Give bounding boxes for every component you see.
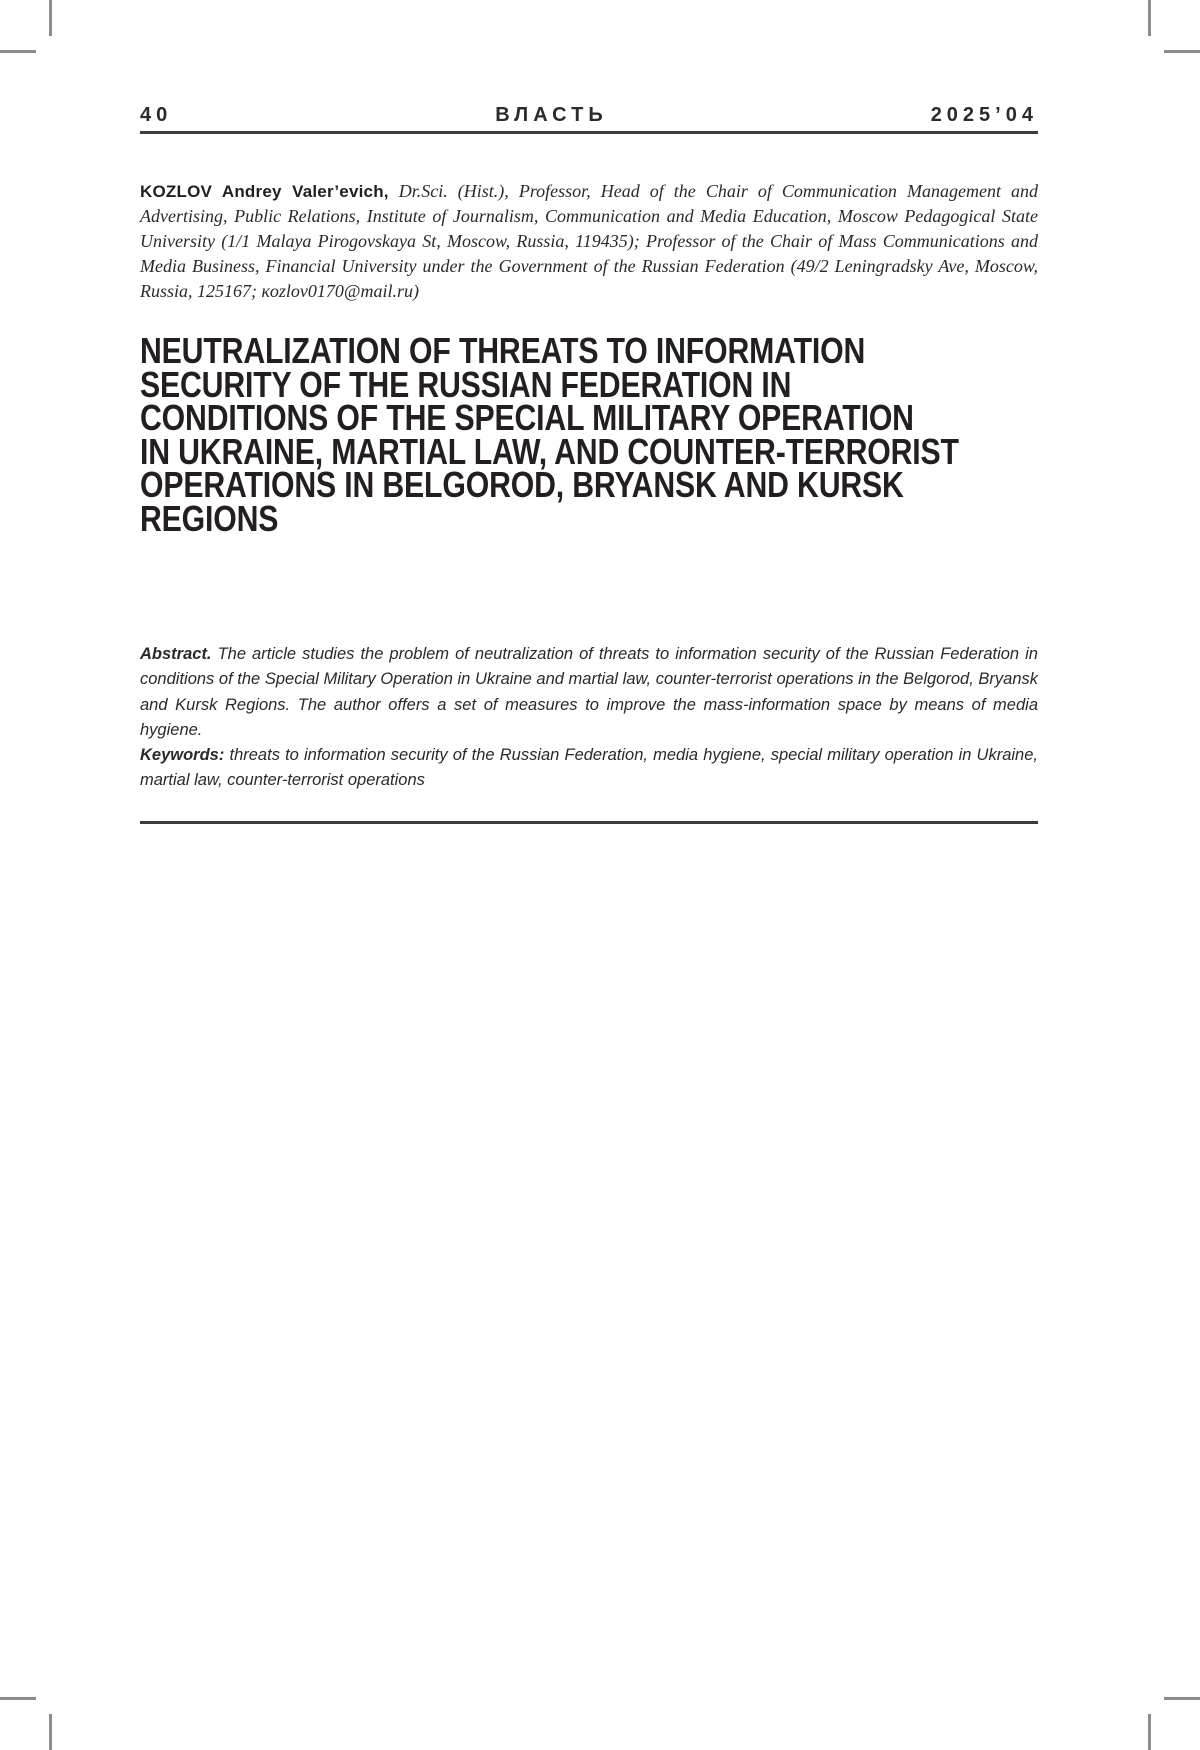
crop-mark-top-right-vertical: [1148, 0, 1151, 36]
crop-mark-bottom-right-horizontal: [1164, 1697, 1200, 1700]
title-line: OPERATIONS IN BELGOROD, BRYANSK AND KURSK: [140, 464, 904, 505]
issue-number: 2025’04: [930, 104, 1038, 126]
header-rule: [140, 131, 1038, 134]
article-title: [140, 330, 1038, 539]
abstract-label: Abstract.: [140, 645, 212, 663]
section-separator-rule: [140, 821, 1038, 824]
title-line: SECURITY OF THE RUSSIAN FEDERATION IN: [140, 363, 792, 405]
abstract-paragraph: [140, 642, 1038, 743]
crop-mark-bottom-right-vertical: [1148, 1714, 1151, 1750]
crop-mark-top-left-horizontal: [0, 50, 36, 53]
author-name: KOZLOV Andrey Valer’evich,: [140, 182, 389, 201]
title-line: REGIONS: [140, 497, 279, 539]
running-head: [140, 104, 1038, 127]
title-line: NEUTRALIZATION OF THREATS TO INFORMATION: [140, 330, 866, 371]
crop-mark-bottom-left-vertical: [49, 1714, 52, 1750]
keywords-paragraph: [140, 743, 1038, 794]
author-affiliation: Dr.Sci. (Hist.), Professor, Head of the Chair of Communication Management and Advertising, Public Relations, Institute of Journalism, Communication and Media Education, Moscow Pedagogical State University (1/1 Malaya Pirogovskaya St, Moscow, Russia, 119435); Professor of the Chair of Mass Communications and Media Business, Financial University under the Government of the Russian Federation (49/2 Leningradsky Ave, Moscow, Russia, 125167; кozlov0170@mail.ru): [140, 181, 1038, 301]
journal-title: ВЛАСТЬ: [495, 104, 608, 126]
crop-mark-top-left-vertical: [49, 0, 52, 36]
title-line: IN UKRAINE, MARTIAL LAW, AND COUNTER-TERRORIST: [140, 430, 959, 472]
abstract-keywords-block: [140, 642, 1038, 794]
keywords-text: threats to information security of the Russian Federation, media hygiene, special military operation in Ukraine, martial law, counter-terrorist operations: [140, 746, 1038, 790]
abstract-text: The article studies the problem of neutralization of threats to information security of the Russian Federation in conditions of the Special Military Operation in Ukraine and martial law, counter-terrorist operations in the Belgorod, Bryansk and Kursk Regions. The author offers a set of measures to improve the mass-information space by means of media hygiene.: [140, 645, 1038, 739]
crop-mark-bottom-left-horizontal: [0, 1697, 36, 1700]
author-block: [140, 179, 1038, 304]
crop-mark-top-right-horizontal: [1164, 50, 1200, 53]
page-number: 40: [140, 104, 173, 126]
title-line: CONDITIONS OF THE SPECIAL MILITARY OPERATION: [140, 397, 914, 438]
keywords-label: Keywords:: [140, 746, 225, 765]
